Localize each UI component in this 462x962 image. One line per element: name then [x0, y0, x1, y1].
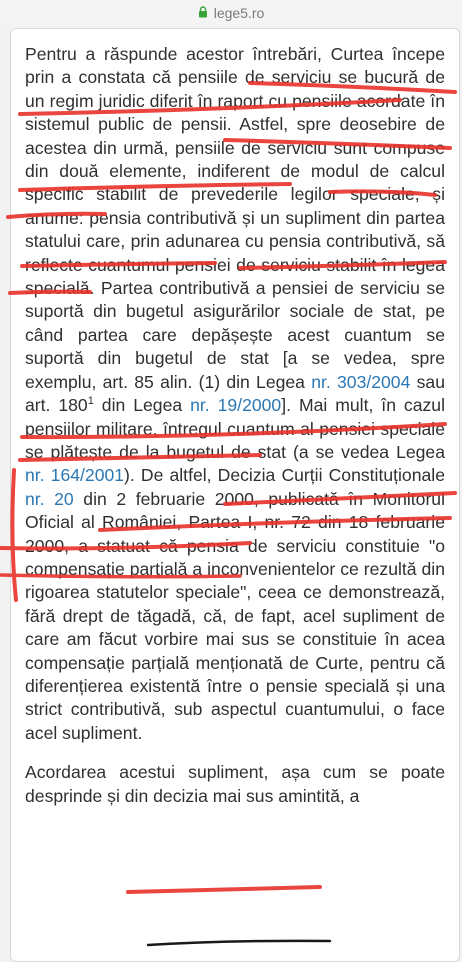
- document-page: [10, 28, 460, 962]
- article-body: [25, 43, 445, 824]
- superscript: 1: [87, 395, 94, 408]
- text-segment: Pentru a răspunde acestor întrebări, Curtea începe prin a constata că pensiile de serviciu se bucură de un regim juridic diferit în raport cu pensiile acordate în sistemul public de pensii. Astfel, spre deosebire de acestea din urmă, pensiile de serviciu sunt compuse din două elemente, indiferent de modul de calcul specific stabilit de prevederile legilor speciale, și anume: pensia contributivă și un supliment din partea statului care, prin adunarea cu pensia contributivă, să reflecte cuantumul pensiei de serviciu stabilit în legea specială. Partea contributivă a pensiei de serviciu se suportă din bugetul asigurărilor sociale de stat, pe când partea care depășește acest cuantum se suportă din bugetul de stat [a se vedea, spre exemplu, art. 85 alin. (1) din Legea: [25, 44, 445, 392]
- url-text: lege5.ro: [213, 5, 265, 21]
- lock-icon: [198, 6, 208, 18]
- law-link-164-2001[interactable]: nr. 164/2001: [25, 465, 125, 486]
- paragraph-2: [25, 761, 445, 808]
- decision-link-20[interactable]: nr. 20: [25, 488, 74, 509]
- text-segment: din 2 februarie 2000, publicată în Monitorul Oficial al României, Partea I, nr. 72 din 18 februarie 2000, a statuat că pensia de serviciu constituie "o compensație parțială a inconvenientelor ce rezultă din rigoarea statutelor speciale", ceea ce demonstrează, fără drept de tăgadă, că, de fapt, acel supliment de care am făcut vorbire mai sus se constituie în acea compensație parțială menționată de Curte, pentru că diferențierea existentă între o pensie specială și una strict contributivă, sub aspectul cuantumului, o face acel supliment.: [25, 488, 445, 743]
- paragraph-1: [25, 43, 445, 745]
- text-segment: Acordarea acestui supliment, așa cum se poate desprinde și din decizia mai sus amintită, a: [25, 762, 445, 806]
- text-segment: sau art. 180: [25, 371, 445, 416]
- address-bar[interactable]: [0, 0, 462, 26]
- text-segment: ). De altfel, Decizia Curții Constituționale: [124, 465, 445, 486]
- law-link-19-2000[interactable]: nr. 19/2000: [190, 395, 282, 416]
- law-link-303-2004[interactable]: nr. 303/2004: [311, 371, 411, 392]
- text-segment: ]. Mai mult, în cazul pensiilor militare, întregul cuantum al pensiei speciale se plătește de la bugetul de stat (a se vedea Legea: [25, 395, 445, 462]
- text-segment: din Legea: [93, 395, 191, 416]
